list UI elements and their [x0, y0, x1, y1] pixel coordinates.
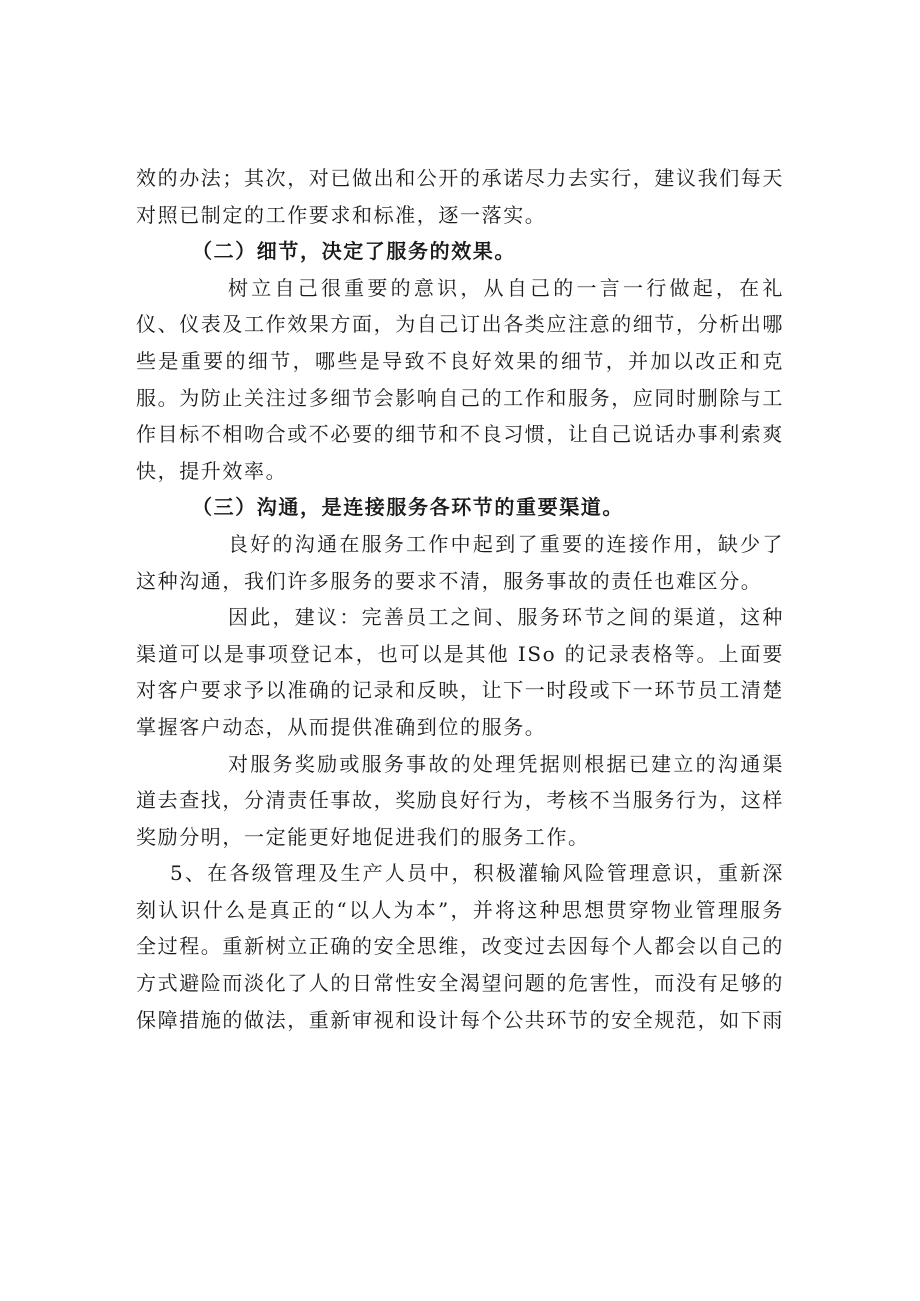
paragraph-details: 树立自己很重要的意识，从自己的一言一行做起，在礼仪、仪表及工作效果方面，为自己订出各类应注意的细节，分析出哪些是重要的细节，哪些是导致不良好效果的细节，并加以改正和克服。为防止关注过多细节会影响自己的工作和服务，应同时删除与工作目标不相吻合或不必要的细节和不良习惯，让自己说话办事利索爽快，提升效率。: [136, 275, 784, 483]
paragraph-item-5: 5、在各级管理及生产人员中，积极灌输风险管理意识，重新深刻认识什么是真正的“以人为本”，并将这种思想贯穿物业管理服务全过程。重新树立正确的安全思维，改变过去因每个人都会以自己的方式避险而淡化了人的日常性安全渴望问题的危害性，而没有足够的保障措施的做法，重新审视和设计每个公共环节的安全规范，如下雨: [136, 861, 784, 1032]
paragraph-suggestion: 因此，建议：完善员工之间、服务环节之间的渠道，这种渠道可以是事项登记本，也可以是其他 ISo 的记录表格等。上面要对客户要求予以准确的记录和反映，让下一时段或下一环节员工清楚掌握客户动态，从而提供准确到位的服务。: [136, 605, 784, 739]
paragraph-rewards: 对服务奖励或服务事故的处理凭据则根据已建立的沟通渠道去查找，分清责任事故，奖励良好行为，考核不当服务行为，这样奖励分明，一定能更好地促进我们的服务工作。: [136, 751, 784, 849]
paragraph-communication: 良好的沟通在服务工作中起到了重要的连接作用，缺少了这种沟通，我们许多服务的要求不清，服务事故的责任也难区分。: [136, 531, 784, 593]
section-heading-communication: （三）沟通，是连接服务各环节的重要渠道。: [192, 495, 624, 520]
paragraph-continuation: 效的办法；其次，对已做出和公开的承诺尽力去实行，建议我们每天对照已制定的工作要求和标准，逐一落实。: [136, 166, 784, 227]
section-heading-details: （二）细节，决定了服务的效果。: [192, 239, 516, 264]
document-body: [136, 160, 784, 1038]
